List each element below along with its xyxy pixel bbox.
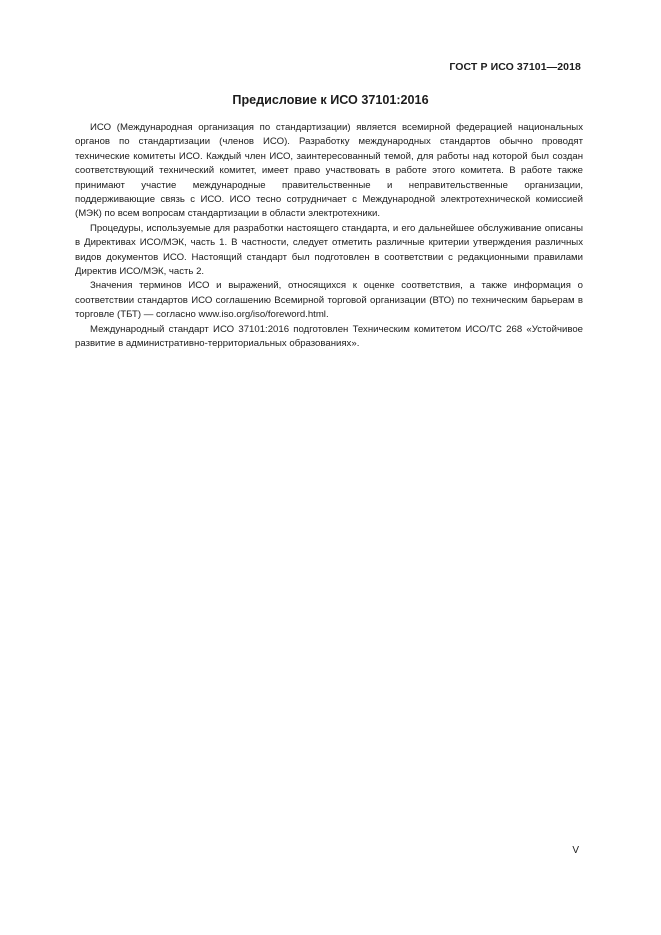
paragraph-iso-organization: ИСО (Международная организация по стандартизации) является всемирной федерацией национальных органов по стандартизации (членов ИСО). Разработку международных стандартов обычно проводят технические комитеты ИСО. Каждый член ИСО, заинтересованный темой, для работы над которой был создан соответствующий технический комитет, имеет право участвовать в работе этого комитета. В работе также принимают участие международные правительственные и неправительственные организации, поддерживающие связь с ИСО. ИСО тесно сотрудничает с Международной электротехнической комиссией (МЭК) по всем вопросам стандартизации в области электротехники. xyxy=(75,122,583,220)
paragraph-committee: Международный стандарт ИСО 37101:2016 подготовлен Техническим комитетом ИСО/ТС 268 «Устойчивое развитие в административно-территориальных образованиях». xyxy=(75,323,583,350)
page-title: Предисловие к ИСО 37101:2016 xyxy=(232,93,429,107)
paragraph-terms: Значения терминов ИСО и выражений, относящихся к оценке соответствия, а также информация о соответствии стандартов ИСО соглашению Всемирной торговой организации (ВТО) по техническим барьерам в торговле (ТБТ) — согласно www.iso.org/iso/foreword.html. xyxy=(75,280,583,321)
page-number: V xyxy=(572,845,579,856)
paragraph-procedures: Процедуры, используемые для разработки настоящего стандарта, и его дальнейшее обслуживание описаны в Директивах ИСО/МЭК, часть 1. В частности, следует отметить различные критерии утверждения различных видов документов ИСО. Настоящий стандарт был подготовлен в соответствии с редакционными правилами Директив ИСО/МЭК, часть 2. xyxy=(75,222,583,278)
foreword-body xyxy=(75,121,583,352)
standard-designation: ГОСТ Р ИСО 37101—2018 xyxy=(449,61,581,73)
